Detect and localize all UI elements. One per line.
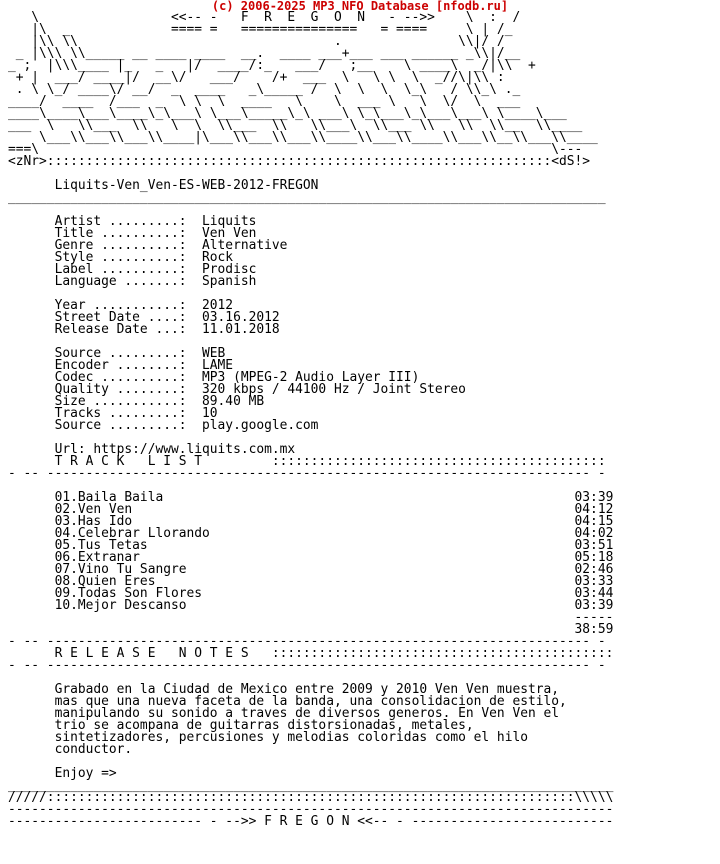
notes-header: R E L E A S E N O T E S :::::::::::::::::::::::::::::::::::::::::::: (8, 646, 614, 661)
ascii-art-line: ___ \ \\___ \\ \ \ \\___ \\ \\___\ \\___ \\ \\ \\__ \\____ (8, 118, 583, 133)
info-row: Size ...........: 89.40 MB (8, 394, 265, 409)
ascii-art-line: ____\____\___\____\_\___\ \___\_____\_\ ___\ \_\___\_\___\___\ \____\___ (8, 106, 567, 121)
info-row: Genre ..........: Alternative (8, 238, 288, 253)
section-rule: - -- ---------------------------------------------------------------------- - (8, 658, 606, 673)
footer-signature: ------------------------- - -->> F R E G O N <<-- - -------------------------- (8, 814, 614, 829)
info-row: Tracks .........: 10 (8, 406, 218, 421)
info-row: Style ..........: Rock (8, 250, 234, 265)
track-row: 02.Ven Ven 04:12 (8, 502, 614, 517)
release-notes-line: trio se acompana de guitarras distorsionadas, metales, (8, 718, 474, 733)
footer-rule: ______________________________________________________________________________ (8, 778, 614, 793)
nfo-document (8, 12, 613, 828)
info-row: Title ..........: Ven Ven (8, 226, 257, 241)
ascii-art-line: _ ; |\\\____ |_ _ |/ ____/:_ ___/ ;__ \ ____\ _/|\\ + (8, 58, 536, 73)
info-row: Label ..........: Prodisc (8, 262, 257, 277)
url-line: Url: https://www.liquits.com.mx (8, 442, 296, 457)
ascii-art-line: _ |\\\ \\_____ __ ____ ____ __. ____ ___+___ ___ ______ _\\|/__ (8, 46, 521, 61)
info-row: Language .......: Spanish (8, 274, 257, 289)
release-notes-line: manipulando su sonido a traves de diversos generos. En Ven Ven el (8, 706, 560, 721)
info-row: Release Date ...: 11.01.2018 (8, 322, 280, 337)
track-row: 05.Tus Tetas 03:51 (8, 538, 614, 553)
ascii-art-line: \___\\___\\___\\____|\___\\___\\___\\____\\___\\____\\___\\__\\___\\____ (8, 130, 598, 145)
ascii-art-line: ===\ \--- (8, 142, 583, 157)
track-row: 06.Extranar 05:18 (8, 550, 614, 565)
release-notes-line: conductor. (8, 742, 133, 757)
track-row: 09.Todas Son Flores 03:44 (8, 586, 614, 601)
track-row: 08.Quien Eres 03:33 (8, 574, 614, 589)
info-row: Year ...........: 2012 (8, 298, 234, 313)
info-row: Source .........: play.google.com (8, 418, 319, 433)
enjoy-line: Enjoy => (8, 766, 117, 781)
footer-rule: ------------------------------------------------------------------------------ (8, 802, 614, 817)
ascii-art-line: . \ \_/ ____\/ __/ _ ____ _\_____ / \ \ \ \_\ / \\_\ ._ (8, 82, 521, 97)
total-rule: ----- (8, 610, 614, 625)
track-row: 03.Has Ido 04:15 (8, 514, 614, 529)
nfodb-banner: (c) 2006-2025 MP3 NFO Database [nfodb.ru] (211, 0, 509, 13)
release-notes-line: Grabado en la Ciudad de Mexico entre 2009 y 2010 Ven Ven muestra, (8, 682, 560, 697)
track-row: 10.Mejor Descanso 03:39 (8, 598, 614, 613)
track-row: 04.Celebrar Llorando 04:02 (8, 526, 614, 541)
ascii-art-line: |\ _ ==== = =============== = ==== \ | /_ (8, 22, 513, 37)
ascii-art-line: \ <<-- - F R E G O N - -->> \ : / (8, 10, 521, 25)
section-rule: - -- ---------------------------------------------------------------------- - (8, 634, 606, 649)
footer-colon-line: /////::::::::::::::::::::::::::::::::::::::::::::::::::::::::::::::::::::\\\\\ (8, 790, 614, 805)
ascii-art-line: ____/ ____ /___ _ \ \ \ ____ \ \ ___ \ \ \/ \ ___ (8, 94, 521, 109)
ascii-art-line: |\\ \\ . \\|/ / (8, 34, 505, 49)
info-row: Street Date ....: 03.16.2012 (8, 310, 280, 325)
info-row: Artist .........: Liquits (8, 214, 257, 229)
release-notes-line: sintetizadores, percusiones y melodias coloridas como el hilo (8, 730, 528, 745)
section-rule: - -- ---------------------------------------------------------------------- - (8, 466, 606, 481)
info-row: Encoder ........: LAME (8, 358, 234, 373)
release-notes-line: mas que una nueva faceta de la banda, una consolidacion de estilo, (8, 694, 567, 709)
track-row: 01.Baila Baila 03:39 (8, 490, 614, 505)
info-row: Source .........: WEB (8, 346, 226, 361)
release-name: Liquits-Ven_Ven-ES-WEB-2012-FREGON (8, 178, 319, 193)
info-row: Codec ..........: MP3 (MPEG-2 Audio Layer III) (8, 370, 420, 385)
total-time: 38:59 (8, 622, 614, 637)
info-row: Quality ........: 320 kbps / 44100 Hz / Joint Stereo (8, 382, 466, 397)
ascii-art-line: <zNr>:::::::::::::::::::::::::::::::::::::::::::::::::::::::::::::::::<dS!> (8, 154, 591, 169)
ascii-art-line: + | ___/ ____|/ __\/ ___/ /+ ___ \ \ \ \ _//\|\\ : (8, 70, 505, 85)
tracklist-header: T R A C K L I S T ::::::::::::::::::::::::::::::::::::::::::: (8, 454, 606, 469)
track-row: 07.Vino Tu Sangre 02:46 (8, 562, 614, 577)
divider-rule: _____________________________________________________________________________ (8, 190, 606, 205)
